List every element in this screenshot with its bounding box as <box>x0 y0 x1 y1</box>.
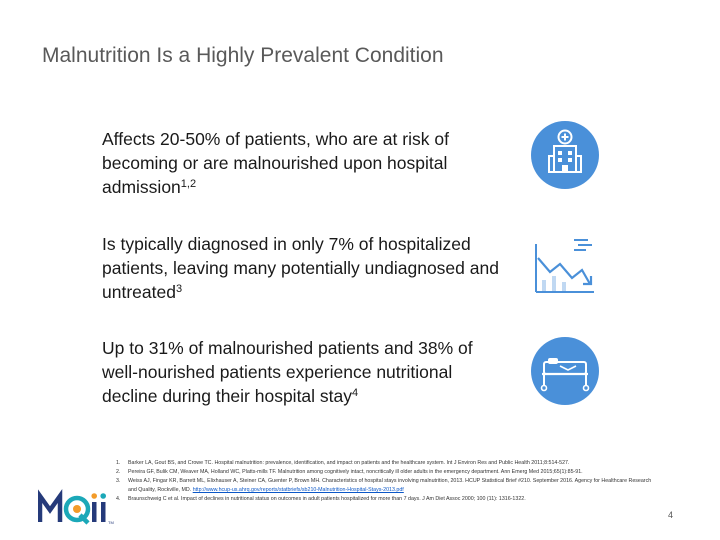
slide-title: Malnutrition Is a Highly Prevalent Condition <box>42 44 444 67</box>
bullet-2-text: Is typically diagnosed in only 7% of hospitalized patients, leaving many potentially undiagnosed and untreated <box>102 234 499 302</box>
bullet-3 <box>102 336 512 408</box>
bullet-2-citation: 3 <box>175 283 183 295</box>
reference-number: 2. <box>116 469 121 476</box>
reference-item <box>116 459 656 468</box>
hospital-icon <box>530 120 600 190</box>
references <box>116 459 656 504</box>
bullet-2 <box>102 232 512 304</box>
reference-text: Barker LA, Gout BS, and Crowe TC. Hospital malnutrition: prevalence, identification, and impact on patients and the healthcare system. Int J Environ Res and Public Health 2011;8:514-527. <box>128 460 570 466</box>
svg-text:TM: TM <box>108 520 114 525</box>
bullet-1-citation: 1,2 <box>180 178 197 190</box>
reference-number: 3. <box>116 478 121 485</box>
bullet-1-text: Affects 20-50% of patients, who are at risk of becoming or are malnourished upon hospital admission <box>102 129 449 197</box>
reference-number: 1. <box>116 460 121 466</box>
page-number: 4 <box>668 510 674 520</box>
declining-chart-icon <box>530 230 600 300</box>
mqii-logo <box>38 488 116 528</box>
reference-text-body: Weiss AJ, Fingar KR, Barrett ML, Elixhauser A, Steiner CA, Guenter P, Brown MH. Characteristics of hospital stays involving malnutrition, 2013. HCUP Statistical Brief #210. September 2016. Agency for Healthcare Research and Quality, Rockville, MD. <box>128 478 652 493</box>
reference-item <box>116 477 656 494</box>
bullet-1 <box>102 127 512 199</box>
reference-item <box>116 495 656 504</box>
reference-text: Braunschweig C et al. Impact of declines in nutritional status on outcomes in adult patients hospitalized for more than 7 days. J Am Diet Assoc 2000; 100 (11): 1316-1322. <box>128 495 526 502</box>
reference-text <box>128 477 656 494</box>
reference-number: 4. <box>116 495 121 502</box>
reference-item <box>116 468 656 477</box>
bullet-3-text: Up to 31% of malnourished patients and 38% of well-nourished patients experience nutritional decline during their hospital stay <box>102 338 473 406</box>
bullet-3-citation: 4 <box>352 387 359 399</box>
hospital-bed-icon <box>530 336 600 406</box>
reference-text: Pereira GF, Bulik CM, Weaver MA, Holland WC, Platts-mills TF. Malnutrition among cognitively intact, noncritically ill older adults in the emergency department. Ann Emerg Med 2015;65(1):85-91. <box>128 469 583 476</box>
reference-link[interactable]: http://www.hcup-us.ahrq.gov/reports/statbriefs/sb210-Malnutrition-Hospital-Stays-2013.pdf <box>192 486 404 493</box>
